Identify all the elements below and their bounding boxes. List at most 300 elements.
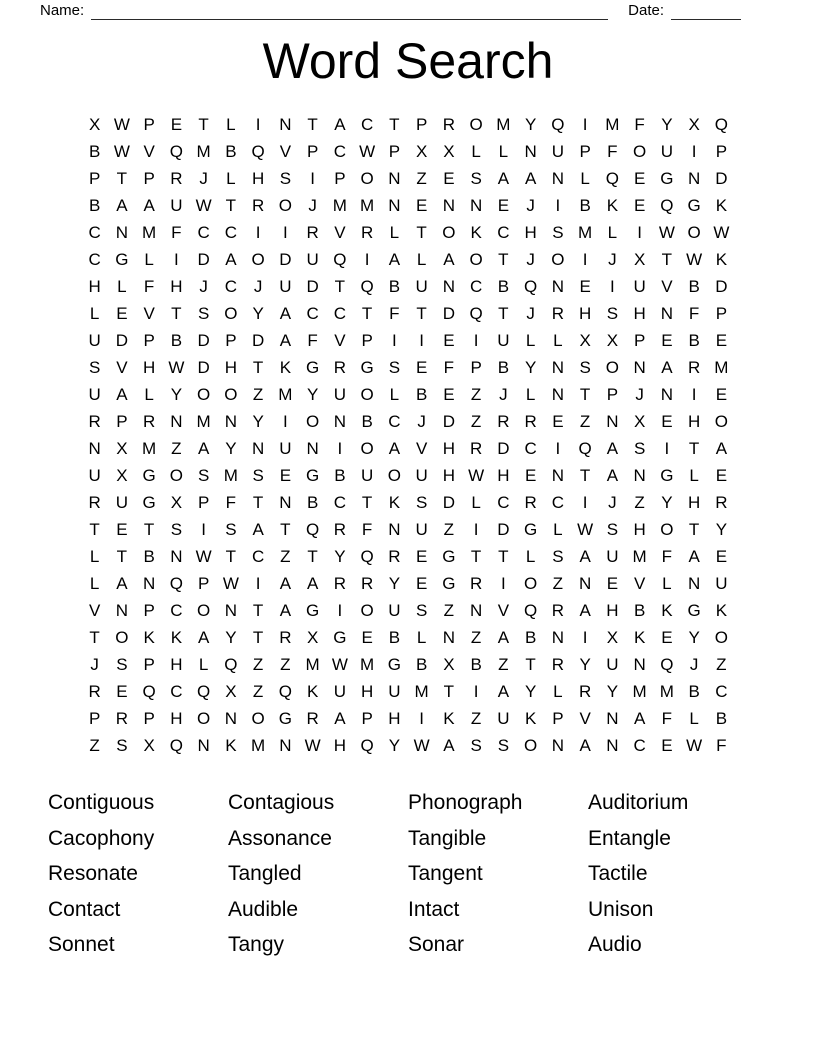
grid-letter: N	[606, 708, 619, 728]
grid-letter: O	[524, 735, 538, 755]
grid-letter: Y	[524, 357, 537, 377]
grid-letter: B	[470, 654, 482, 674]
grid-letter: V	[279, 141, 292, 161]
grid-letter: E	[116, 303, 128, 323]
grid-letter: E	[524, 465, 537, 485]
grid-letter: K	[443, 708, 455, 728]
grid-letter: Z	[280, 654, 291, 674]
grid-letter: I	[582, 627, 588, 647]
grid-letter: Q	[142, 681, 156, 701]
grid-letter: E	[415, 546, 428, 566]
grid-letter: F	[607, 141, 618, 161]
grid-letter: L	[416, 249, 427, 269]
grid-letter: S	[279, 168, 292, 188]
grid-letter: V	[143, 141, 155, 161]
word-list-item: Sonnet	[48, 933, 115, 956]
grid-letter: B	[170, 330, 183, 350]
grid-letter: J	[608, 249, 617, 269]
grid-letter: N	[551, 276, 565, 296]
grid-letter: A	[606, 438, 619, 458]
grid-letter: J	[417, 411, 426, 431]
grid-letter: G	[306, 465, 320, 485]
grid-letter: W	[222, 573, 239, 593]
grid-letter: I	[255, 222, 261, 242]
grid-letter: T	[307, 114, 318, 134]
grid-letter: U	[415, 276, 428, 296]
grid-letter: C	[170, 681, 183, 701]
grid-letter: M	[360, 195, 375, 215]
grid-letter: X	[579, 330, 591, 350]
grid-letter: R	[551, 303, 565, 323]
grid-letter: R	[279, 627, 292, 647]
grid-letter: G	[115, 249, 129, 269]
grid-letter: N	[469, 195, 483, 215]
grid-letter: O	[714, 411, 728, 431]
grid-letter: A	[443, 249, 455, 269]
grid-letter: A	[116, 195, 128, 215]
grid-letter: O	[360, 438, 374, 458]
grid-letter: O	[605, 357, 619, 377]
grid-letter: K	[606, 195, 619, 215]
grid-letter: N	[524, 141, 537, 161]
grid-letter: H	[170, 654, 183, 674]
grid-letter: G	[387, 654, 401, 674]
grid-letter: I	[555, 438, 561, 458]
grid-letter: P	[225, 330, 237, 350]
grid-letter: I	[501, 573, 506, 593]
date-blank-line	[671, 3, 741, 20]
grid-letter: O	[387, 465, 401, 485]
grid-letter: J	[526, 303, 535, 323]
grid-letter: N	[115, 600, 129, 620]
grid-letter: A	[279, 303, 292, 323]
grid-letter: N	[306, 438, 319, 458]
grid-letter: A	[688, 546, 700, 566]
grid-letter: Z	[252, 681, 264, 701]
grid-letter: W	[577, 519, 594, 539]
grid-letter: E	[633, 195, 646, 215]
grid-letter: A	[279, 330, 292, 350]
grid-letter: K	[470, 222, 482, 242]
grid-letter: Q	[660, 654, 674, 674]
grid-letter: I	[201, 519, 206, 539]
grid-letter: J	[253, 276, 263, 296]
grid-letter: H	[687, 411, 701, 431]
grid-letter: L	[89, 573, 100, 593]
grid-letter: B	[415, 384, 428, 404]
grid-letter: H	[606, 600, 619, 620]
grid-letter: U	[88, 384, 101, 404]
grid-letter: N	[442, 195, 456, 215]
grid-letter: L	[498, 141, 509, 161]
grid-letter: T	[416, 303, 427, 323]
grid-letter: G	[687, 195, 701, 215]
grid-letter: J	[689, 654, 699, 674]
grid-letter: A	[497, 168, 510, 188]
grid-letter: T	[171, 303, 182, 323]
grid-letter: B	[579, 195, 591, 215]
grid-letter: C	[524, 438, 537, 458]
grid-letter: Q	[224, 654, 238, 674]
grid-letter: J	[526, 249, 535, 269]
grid-letter: T	[498, 303, 509, 323]
grid-letter: M	[196, 141, 211, 161]
grid-letter: P	[88, 708, 101, 728]
grid-letter: W	[468, 465, 485, 485]
grid-letter: X	[633, 411, 646, 431]
grid-letter: N	[442, 627, 456, 647]
grid-letter: Q	[197, 681, 211, 701]
grid-letter: B	[88, 141, 101, 161]
grid-letter: T	[688, 519, 700, 539]
grid-letter: K	[388, 492, 401, 512]
grid-letter: U	[115, 492, 129, 512]
grid-letter: Q	[169, 735, 183, 755]
grid-letter: L	[226, 168, 236, 188]
grid-letter: W	[331, 654, 348, 674]
grid-letter: G	[442, 573, 456, 593]
grid-letter: G	[142, 492, 156, 512]
grid-letter: Z	[470, 627, 482, 647]
grid-letter: T	[143, 519, 155, 539]
grid-letter: A	[579, 546, 591, 566]
grid-letter: T	[89, 627, 100, 647]
grid-letter: A	[388, 438, 401, 458]
grid-letter: N	[170, 546, 183, 566]
grid-letter: T	[416, 222, 427, 242]
grid-letter: K	[279, 357, 292, 377]
grid-letter: C	[170, 600, 183, 620]
grid-letter: I	[283, 411, 288, 431]
grid-letter: P	[579, 141, 591, 161]
grid-letter: P	[197, 573, 210, 593]
grid-letter: Q	[524, 600, 538, 620]
grid-letter: T	[252, 627, 264, 647]
grid-letter: B	[688, 276, 700, 296]
grid-letter: R	[524, 411, 537, 431]
grid-letter: L	[607, 222, 618, 242]
grid-letter: Y	[388, 735, 401, 755]
grid-letter: T	[688, 438, 700, 458]
grid-letter: E	[633, 168, 646, 188]
grid-letter: L	[389, 222, 400, 242]
grid-letter: S	[606, 519, 619, 539]
grid-letter: Q	[333, 249, 347, 269]
grid-letter: T	[579, 384, 591, 404]
grid-letter: S	[606, 303, 619, 323]
grid-letter: I	[392, 330, 397, 350]
grid-letter: M	[278, 384, 293, 404]
word-list-column	[228, 785, 408, 963]
word-list-item: Phonograph	[408, 791, 523, 814]
grid-letter: O	[306, 411, 320, 431]
grid-letter: M	[659, 681, 674, 701]
grid-letter: P	[633, 330, 646, 350]
grid-letter: H	[442, 438, 456, 458]
grid-letter: X	[88, 114, 101, 134]
grid-letter: P	[361, 708, 373, 728]
grid-letter: P	[116, 411, 128, 431]
grid-letter: C	[469, 276, 483, 296]
grid-letter: A	[497, 627, 510, 647]
grid-letter: W	[713, 222, 730, 242]
grid-letter: O	[251, 708, 265, 728]
word-list-item: Tangy	[228, 933, 285, 956]
grid-letter: A	[661, 357, 673, 377]
grid-letter: Q	[524, 276, 538, 296]
grid-letter: J	[199, 276, 208, 296]
grid-letter: V	[633, 573, 646, 593]
grid-letter: U	[497, 330, 510, 350]
grid-letter: O	[551, 249, 565, 269]
grid-letter: O	[224, 384, 238, 404]
grid-letter: T	[252, 357, 264, 377]
grid-letter: S	[415, 492, 428, 512]
grid-letter: L	[553, 519, 563, 539]
grid-letter: C	[333, 141, 347, 161]
grid-letter: T	[470, 546, 482, 566]
grid-letter: O	[660, 519, 674, 539]
grid-letter: O	[442, 222, 456, 242]
grid-letter: I	[555, 195, 561, 215]
grid-letter: N	[279, 492, 292, 512]
grid-letter: Z	[716, 654, 727, 674]
grid-letter: Q	[551, 114, 565, 134]
grid-letter: T	[661, 249, 673, 269]
grid-letter: O	[197, 600, 211, 620]
grid-letter: T	[498, 546, 509, 566]
grid-letter: D	[442, 303, 456, 323]
grid-letter: E	[579, 276, 591, 296]
grid-letter: Q	[251, 141, 265, 161]
grid-letter: P	[143, 168, 155, 188]
grid-letter: G	[660, 168, 674, 188]
grid-letter: P	[361, 330, 373, 350]
grid-letter: K	[143, 627, 155, 647]
word-list-item: Contagious	[228, 791, 335, 814]
grid-letter: Y	[524, 114, 537, 134]
grid-letter: X	[415, 141, 428, 161]
grid-letter: R	[497, 411, 510, 431]
grid-letter: R	[333, 357, 347, 377]
grid-letter: A	[497, 681, 510, 701]
grid-letter: E	[116, 681, 128, 701]
grid-letter: N	[578, 573, 592, 593]
grid-letter: Z	[89, 735, 100, 755]
grid-letter: B	[497, 276, 510, 296]
grid-letter: T	[116, 168, 128, 188]
grid-letter: E	[552, 411, 564, 431]
grid-letter: M	[496, 114, 511, 134]
grid-letter: N	[279, 114, 292, 134]
grid-letter: Q	[605, 168, 619, 188]
grid-letter: N	[551, 168, 565, 188]
grid-letter: S	[88, 357, 101, 377]
grid-letter: U	[333, 681, 347, 701]
grid-letter: E	[443, 384, 455, 404]
grid-letter: H	[360, 681, 374, 701]
grid-letter: Z	[443, 519, 455, 539]
grid-letter: S	[197, 303, 210, 323]
grid-letter: S	[252, 465, 264, 485]
grid-letter: Y	[579, 654, 591, 674]
grid-letter: X	[143, 735, 155, 755]
grid-letter: U	[606, 546, 619, 566]
grid-letter: V	[579, 708, 591, 728]
grid-letter: U	[88, 465, 101, 485]
grid-letter: A	[334, 114, 346, 134]
grid-letter: N	[660, 384, 674, 404]
grid-letter: L	[117, 276, 127, 296]
grid-letter: M	[605, 114, 620, 134]
word-list-item: Auditorium	[588, 791, 689, 814]
grid-letter: R	[88, 492, 101, 512]
word-list-item: Tangible	[408, 826, 487, 850]
grid-letter: T	[579, 465, 591, 485]
grid-letter: A	[279, 600, 292, 620]
grid-letter: H	[524, 222, 537, 242]
grid-letter: I	[664, 438, 670, 458]
grid-letter: I	[691, 384, 697, 404]
grid-letter: I	[283, 222, 288, 242]
word-list-item: Audible	[228, 897, 299, 921]
grid-letter: P	[606, 384, 619, 404]
grid-letter: E	[361, 627, 373, 647]
grid-letter: I	[691, 141, 697, 161]
grid-letter: A	[579, 735, 591, 755]
grid-letter: T	[89, 519, 100, 539]
word-list-item: Sonar	[408, 933, 465, 956]
grid-letter: S	[197, 465, 210, 485]
grid-letter: G	[333, 627, 347, 647]
grid-letter: M	[196, 411, 211, 431]
grid-letter: Z	[470, 708, 482, 728]
grid-letter: C	[497, 222, 510, 242]
grid-letter: Z	[552, 573, 564, 593]
grid-letter: R	[442, 114, 456, 134]
grid-letter: H	[687, 492, 701, 512]
grid-letter: Z	[443, 600, 455, 620]
grid-letter: Z	[579, 411, 591, 431]
grid-letter: L	[525, 384, 536, 404]
grid-letter: U	[306, 249, 319, 269]
grid-letter: C	[306, 303, 319, 323]
grid-letter: D	[306, 276, 319, 296]
grid-letter: H	[578, 303, 592, 323]
header	[40, 2, 741, 20]
grid-letter: T	[225, 195, 237, 215]
grid-letter: S	[552, 222, 564, 242]
grid-letter: X	[606, 627, 619, 647]
grid-letter: K	[306, 681, 319, 701]
grid-letter: B	[497, 357, 510, 377]
grid-letter: U	[415, 465, 428, 485]
grid-letter: M	[332, 195, 347, 215]
grid-letter: T	[389, 114, 400, 134]
grid-letter: M	[632, 681, 647, 701]
grid-letter: R	[551, 654, 565, 674]
grid-letter: O	[469, 114, 483, 134]
grid-letter: Y	[688, 627, 700, 647]
grid-letter: Y	[225, 627, 237, 647]
word-list-column	[408, 785, 588, 963]
grid-letter: F	[389, 303, 400, 323]
grid-letter: K	[661, 600, 673, 620]
grid-letter: O	[115, 627, 129, 647]
grid-letter: I	[637, 222, 642, 242]
grid-letter: S	[470, 168, 482, 188]
grid-letter: U	[333, 384, 347, 404]
grid-letter: E	[661, 735, 673, 755]
grid-letter: M	[360, 654, 375, 674]
grid-letter: G	[278, 708, 292, 728]
grid-letter: N	[606, 411, 619, 431]
word-list-item: Resonate	[48, 862, 138, 885]
grid-letter: X	[443, 654, 455, 674]
grid-letter: P	[143, 708, 155, 728]
grid-letter: C	[388, 411, 401, 431]
page-title: Word Search	[262, 33, 554, 89]
grid-letter: Y	[225, 438, 237, 458]
grid-letter: N	[551, 384, 565, 404]
grid-letter: T	[334, 276, 346, 296]
grid-letter: H	[88, 276, 101, 296]
grid-letter: U	[551, 141, 565, 161]
grid-letter: S	[633, 438, 646, 458]
grid-letter: P	[143, 330, 155, 350]
grid-letter: W	[195, 195, 212, 215]
grid-letter: Z	[634, 492, 645, 512]
grid-letter: R	[360, 222, 374, 242]
grid-letter: I	[582, 249, 588, 269]
grid-letter: R	[360, 573, 374, 593]
grid-letter: N	[551, 627, 565, 647]
grid-letter: U	[633, 276, 646, 296]
grid-letter: W	[304, 735, 321, 755]
grid-letter: I	[473, 519, 479, 539]
word-list-item: Audio	[588, 933, 642, 956]
word-list-item: Assonance	[228, 826, 332, 850]
grid-letter: Q	[660, 195, 674, 215]
grid-letter: P	[88, 168, 101, 188]
grid-letter: H	[142, 357, 156, 377]
grid-letter: Z	[470, 411, 482, 431]
grid-letter: T	[252, 492, 264, 512]
grid-letter: F	[688, 303, 700, 323]
grid-letter: E	[443, 168, 455, 188]
grid-letter: O	[524, 573, 538, 593]
grid-letter: H	[170, 276, 183, 296]
grid-letter: A	[524, 168, 537, 188]
grid-letter: P	[306, 141, 319, 161]
grid-letter: V	[334, 330, 346, 350]
grid-letter: D	[715, 168, 728, 188]
grid-letter: J	[199, 168, 208, 188]
grid-letter: Y	[524, 681, 537, 701]
grid-letter: V	[497, 600, 510, 620]
grid-letter: N	[279, 735, 292, 755]
grid-letter: W	[658, 222, 675, 242]
grid-letter: T	[252, 600, 264, 620]
grid-letter: A	[252, 519, 264, 539]
grid-letter: N	[115, 222, 129, 242]
grid-letter: B	[524, 627, 537, 647]
word-list-column	[588, 785, 768, 963]
grid-letter: U	[279, 276, 292, 296]
grid-letter: S	[116, 735, 128, 755]
grid-letter: T	[361, 303, 373, 323]
grid-letter: S	[497, 735, 510, 755]
